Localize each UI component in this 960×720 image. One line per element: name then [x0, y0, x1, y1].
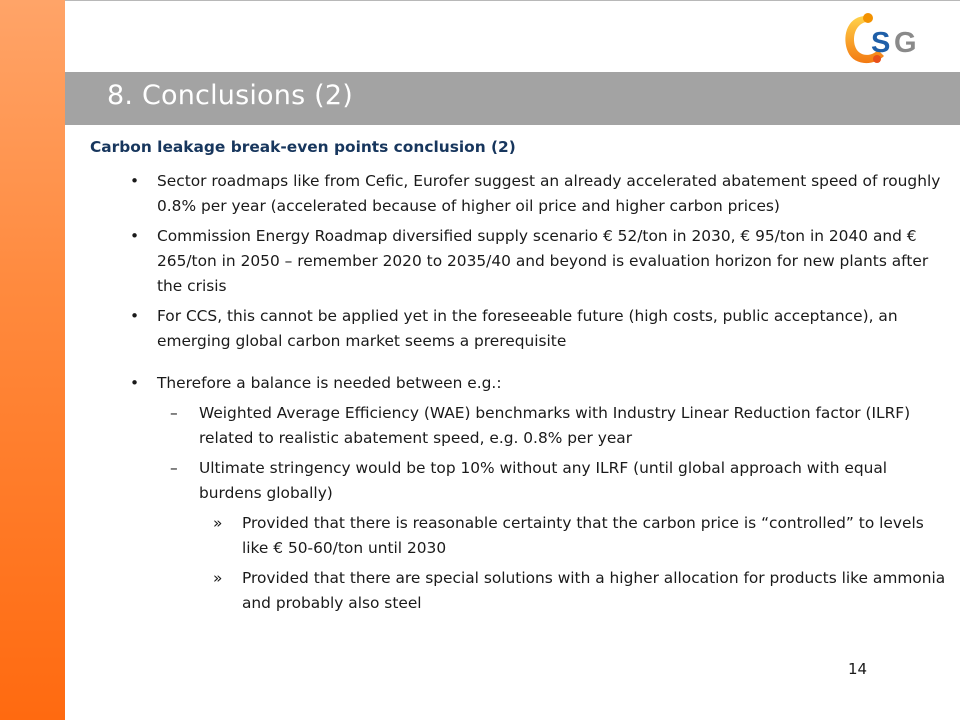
usg-logo-graphic — [838, 8, 948, 68]
bullet-marker: • — [130, 172, 140, 190]
bullet-marker: • — [130, 374, 140, 392]
bullet-item — [90, 169, 952, 219]
sub-sub-item — [90, 511, 952, 561]
sub-item — [90, 401, 952, 451]
sub-item-text: Weighted Average Efficiency (WAE) benchmarks with Industry Linear Reduction factor (ILRF) related to realistic abatement speed, e.g. 0.8% per year — [199, 404, 911, 447]
usg-logo — [838, 8, 948, 68]
svg-text:G: G — [894, 27, 917, 59]
spacer — [90, 359, 952, 371]
bullet-text: Sector roadmaps like from Cefic, Eurofer suggest an already accelerated abatement speed of roughly 0.8% per year (accelerated because of higher oil price and higher carbon prices) — [157, 172, 941, 215]
bullet-text: Commission Energy Roadmap diversified supply scenario € 52/ton in 2030, € 95/ton in 2040 and € 265/ton in 2050 – remember 2020 to 2035/40 and beyond is evaluation horizon for new plants after the crisis — [157, 227, 929, 295]
sub-item-text: Ultimate stringency would be top 10% without any ILRF (until global approach with equal burdens globally) — [199, 459, 888, 502]
chevron-marker: » — [213, 514, 223, 532]
slide-content — [90, 135, 952, 621]
chevron-marker: » — [213, 569, 223, 587]
bullet-text: Therefore a balance is needed between e.g.: — [157, 374, 502, 392]
sub-item — [90, 456, 952, 506]
title-bar — [65, 72, 960, 125]
svg-text:S: S — [871, 27, 891, 59]
page-number: 14 — [848, 660, 868, 678]
dash-marker: – — [170, 404, 178, 422]
bullet-item — [90, 224, 952, 299]
bullet-item — [90, 371, 952, 396]
bullet-marker: • — [130, 307, 140, 325]
sub-sub-item-text: Provided that there are special solutions with a higher allocation for products like ammonia and probably also steel — [242, 569, 946, 612]
bullet-marker: • — [130, 227, 140, 245]
sub-sub-item-text: Provided that there is reasonable certainty that the carbon price is “controlled” to levels like € 50-60/ton until 2030 — [242, 514, 924, 557]
slide-title: 8. Conclusions (2) — [107, 80, 353, 111]
bullet-text: For CCS, this cannot be applied yet in the foreseeable future (high costs, public acceptance), an emerging global carbon market seems a prerequisite — [157, 307, 898, 350]
top-divider — [65, 0, 960, 1]
section-heading: Carbon leakage break-even points conclusion (2) — [90, 138, 516, 156]
left-accent-bar — [0, 0, 65, 720]
dash-marker: – — [170, 459, 178, 477]
sub-sub-item — [90, 566, 952, 616]
bullet-item — [90, 304, 952, 354]
